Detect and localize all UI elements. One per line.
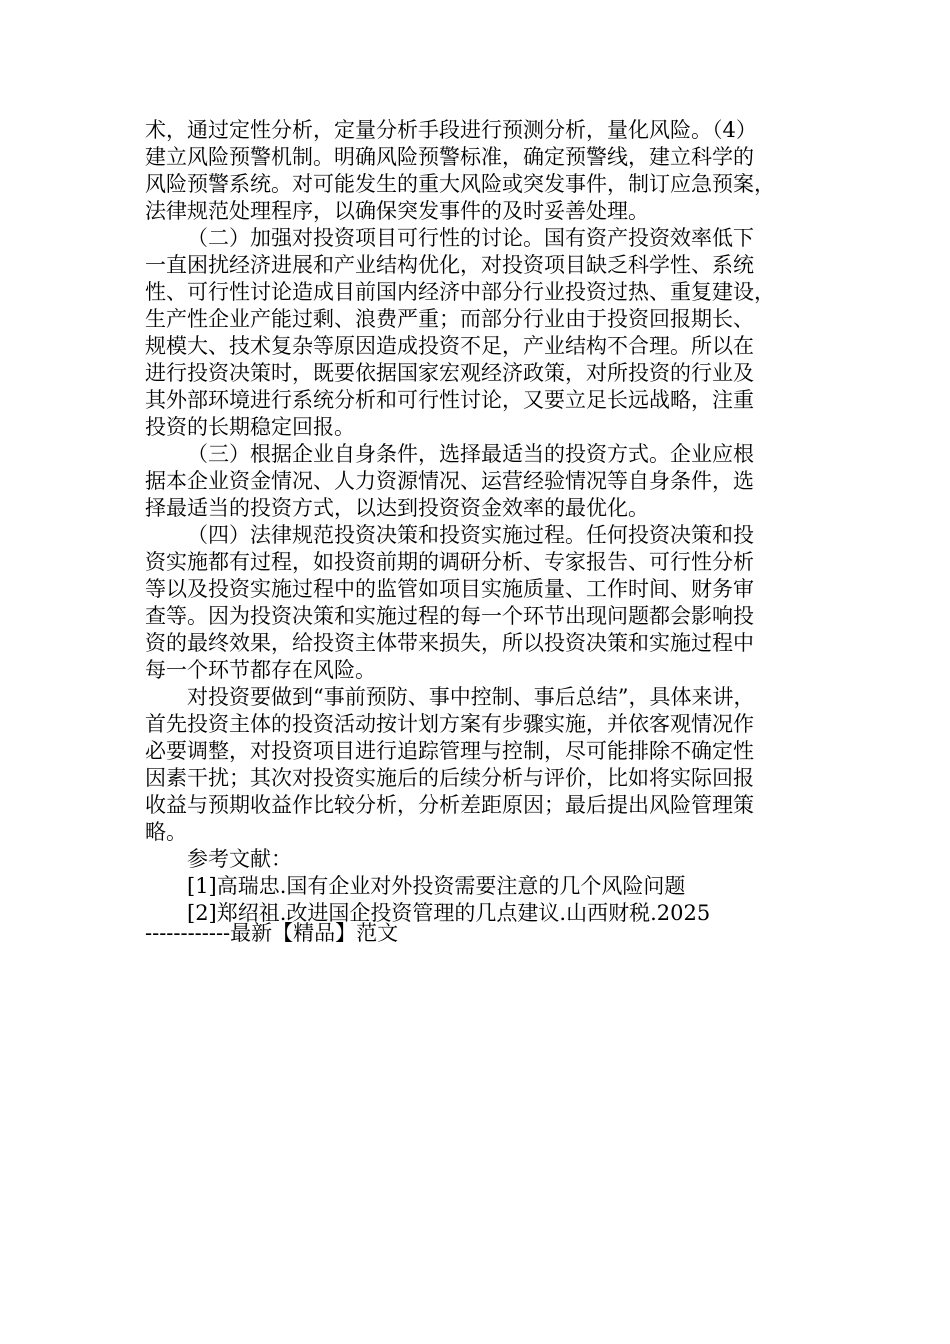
text-line: 资实施都有过程，如投资前期的调研分析、专家报告、可行性分析 xyxy=(145,550,754,574)
text-line: （三）根据企业自身条件，选择最适当的投资方式。企业应根 xyxy=(187,442,754,466)
text-line: 对投资要做到“事前预防、事中控制、事后总结”，具体来讲， xyxy=(187,685,755,709)
text-line: 资的最终效果，给投资主体带来损失，所以投资决策和实施过程中 xyxy=(145,631,754,655)
footer-text: ------------最新【精品】范文 xyxy=(145,921,399,945)
text-line: 风险预警系统。对可能发生的重大风险或突发事件，制订应急预案， xyxy=(145,172,775,196)
text-line: 术，通过定性分析，定量分析手段进行预测分析，量化风险。（4） xyxy=(145,118,757,142)
text-line: 法律规范处理程序，以确保突发事件的及时妥善处理。 xyxy=(145,199,649,223)
text-line: （四）法律规范投资决策和投资实施过程。任何投资决策和投 xyxy=(187,523,754,547)
text-line: （二）加强对投资项目可行性的讨论。国有资产投资效率低下 xyxy=(187,226,754,250)
text-line: 建立风险预警机制。明确风险预警标准，确定预警线，建立科学的 xyxy=(145,145,754,169)
text-line: 首先投资主体的投资活动按计划方案有步骤实施，并依客观情况作 xyxy=(145,712,754,736)
text-line: 参考文献： xyxy=(187,847,292,871)
text-line: 其外部环境进行系统分析和可行性讨论，又要立足长远战略，注重 xyxy=(145,388,754,412)
text-line: 投资的长期稳定回报。 xyxy=(145,415,355,439)
text-line: 性、可行性讨论造成目前国内经济中部分行业投资过热、重复建设， xyxy=(145,280,775,304)
text-line: 生产性企业产能过剩、浪费严重；而部分行业由于投资回报期长、 xyxy=(145,307,754,331)
text-line: 择最适当的投资方式，以达到投资资金效率的最优化。 xyxy=(145,496,649,520)
document-body xyxy=(145,117,805,927)
text-line: 据本企业资金情况、人力资源情况、运营经验情况等自身条件，选 xyxy=(145,469,754,493)
text-line: 收益与预期收益作比较分析，分析差距原因；最后提出风险管理策 xyxy=(145,793,754,817)
text-line: [2]郑绍祖.改进国企投资管理的几点建议.山西财税.2025 xyxy=(187,901,711,925)
text-line: 查等。因为投资决策和实施过程的每一个环节出现问题都会影响投 xyxy=(145,604,754,628)
text-line: 每一个环节都存在风险。 xyxy=(145,658,376,682)
text-line: 必要调整，对投资项目进行追踪管理与控制，尽可能排除不确定性 xyxy=(145,739,754,763)
text-line: [1]高瑞忠.国有企业对外投资需要注意的几个风险问题 xyxy=(187,874,686,898)
text-line: 略。 xyxy=(145,820,187,844)
text-line: 因素干扰；其次对投资实施后的后续分析与评价，比如将实际回报 xyxy=(145,766,754,790)
text-line: 一直困扰经济进展和产业结构优化，对投资项目缺乏科学性、系统 xyxy=(145,253,754,277)
text-line: 进行投资决策时，既要依据国家宏观经济政策，对所投资的行业及 xyxy=(145,361,754,385)
text-line: 等以及投资实施过程中的监管如项目实施质量、工作时间、财务审 xyxy=(145,577,754,601)
text-line: 规模大、技术复杂等原因造成投资不足，产业结构不合理。所以在 xyxy=(145,334,754,358)
